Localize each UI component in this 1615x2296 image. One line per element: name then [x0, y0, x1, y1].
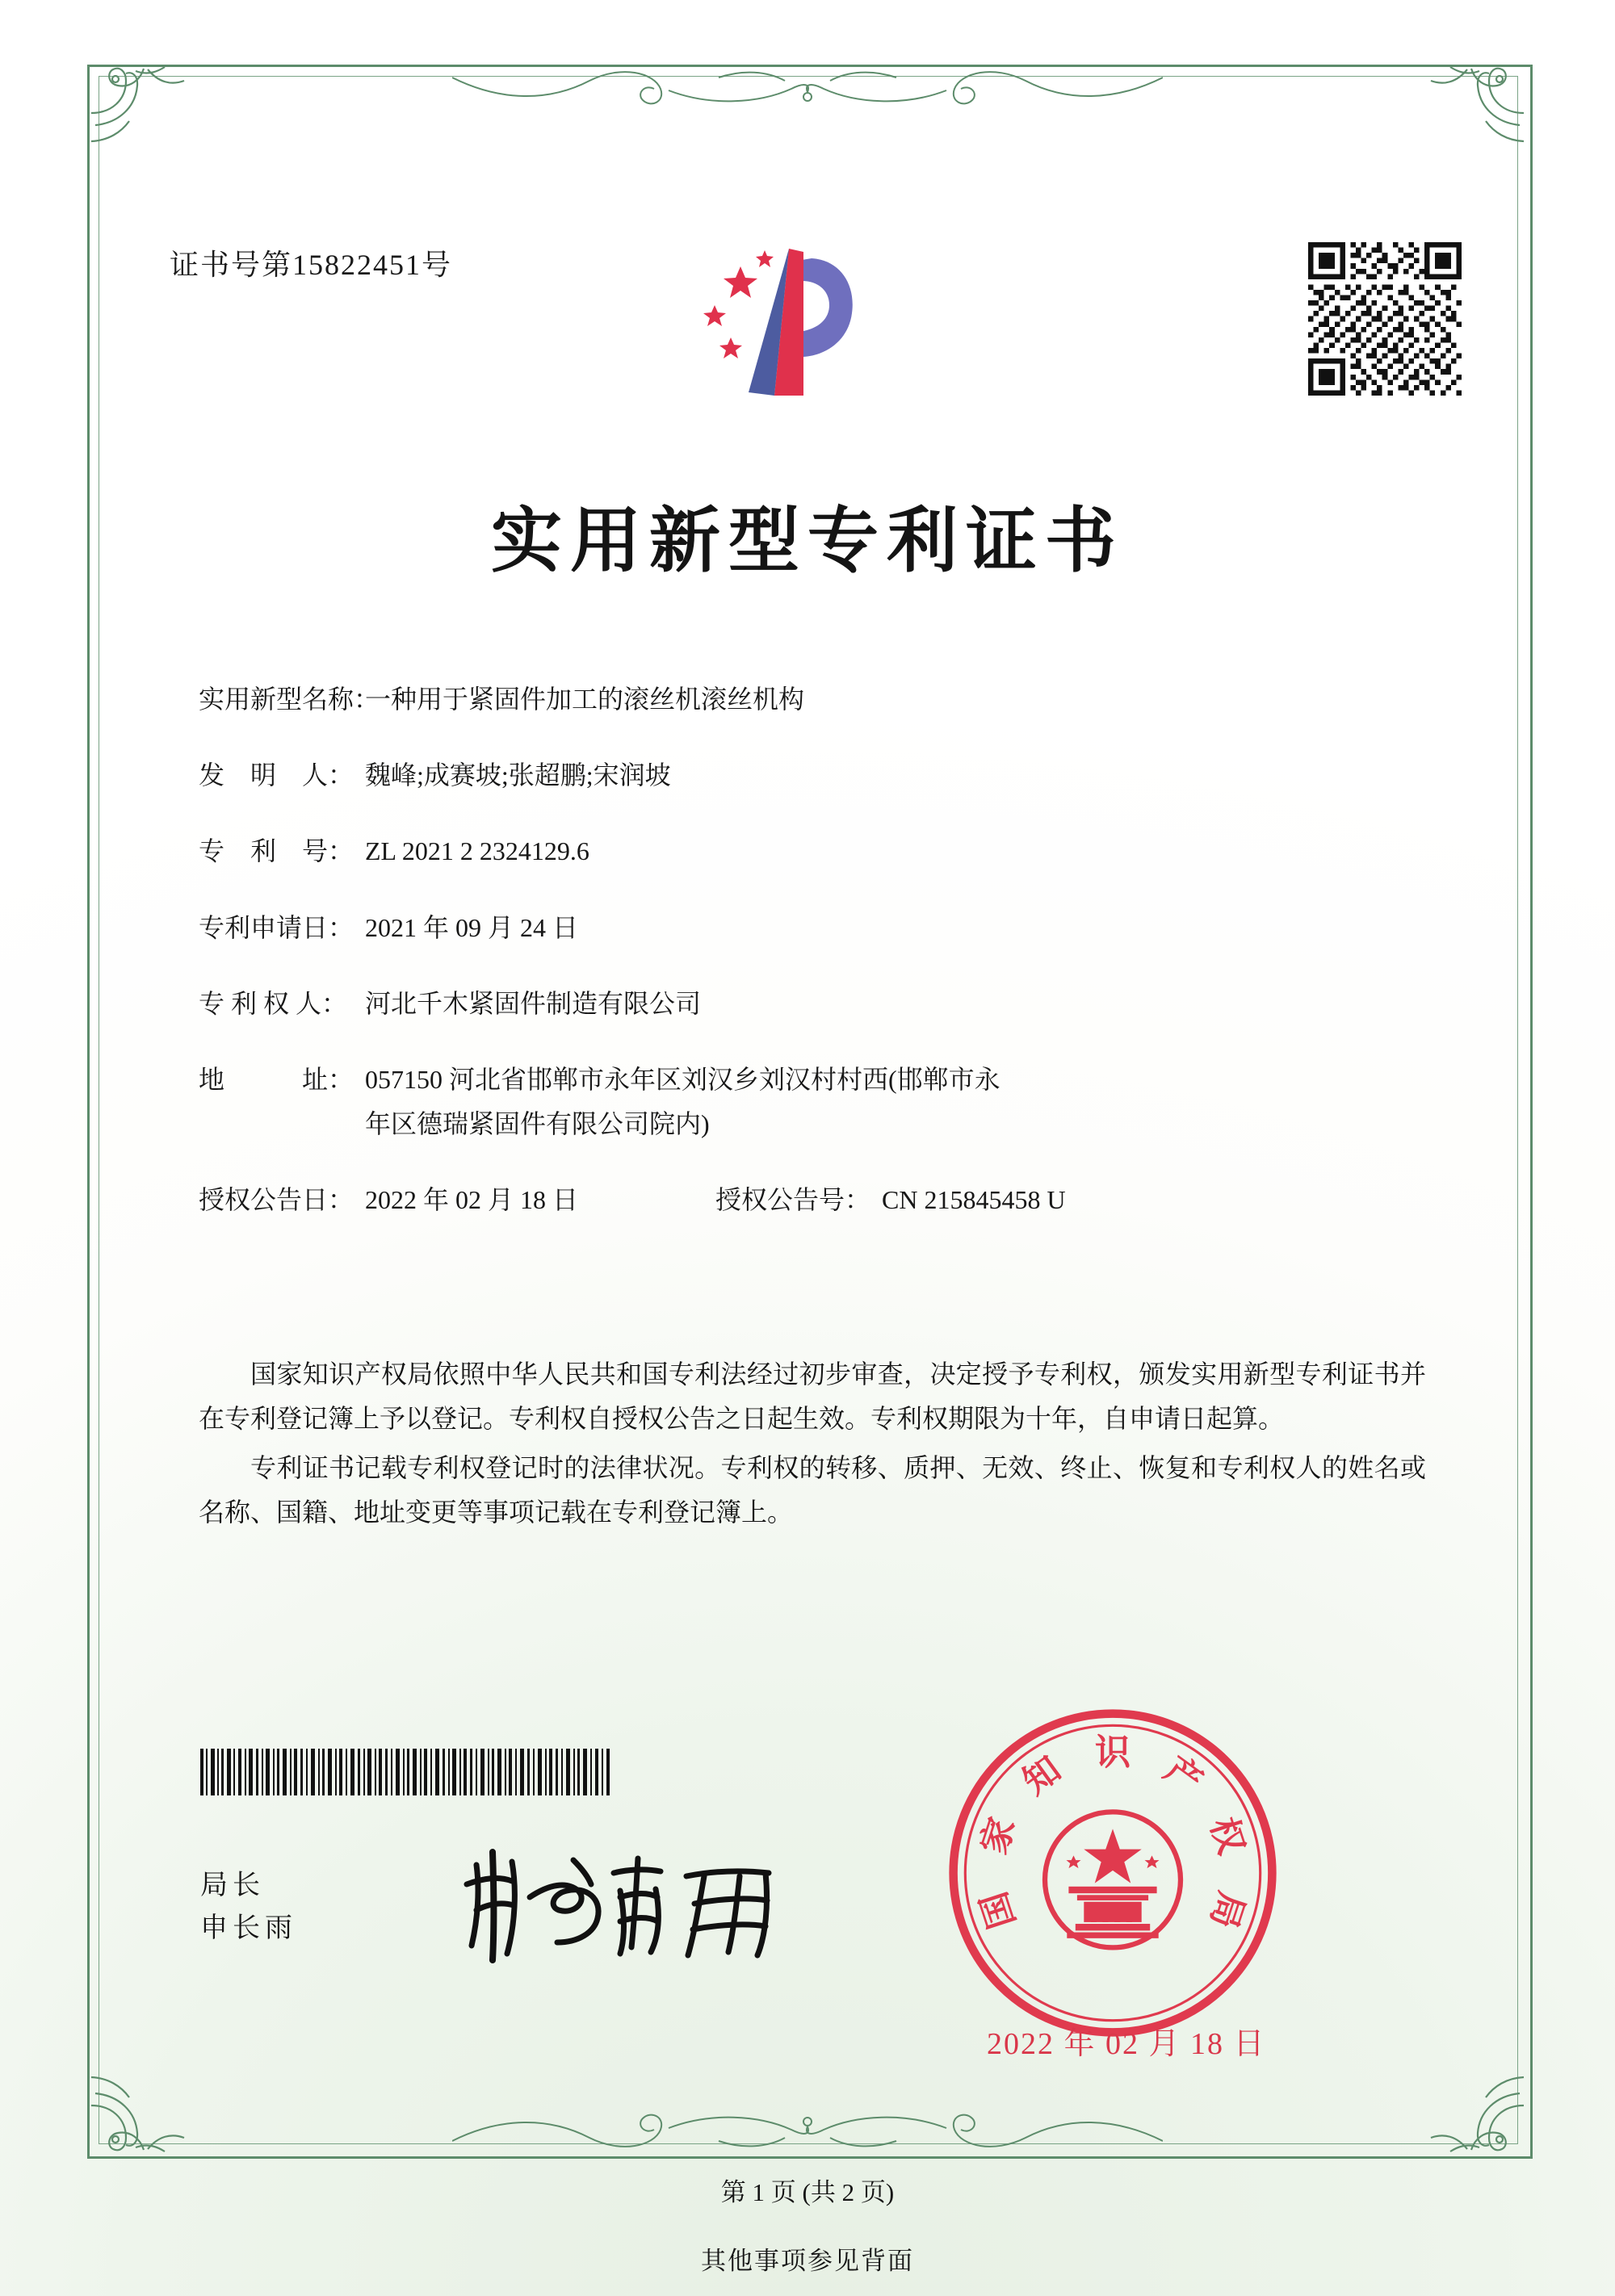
- field-value: 河北千木紧固件制造有限公司: [365, 988, 702, 1018]
- field-value: CN 215845458 U: [882, 1185, 1066, 1215]
- corner-ornament-icon: [1407, 2033, 1528, 2154]
- corner-ornament-icon: [1407, 65, 1528, 186]
- corner-ornament-icon: [87, 65, 208, 186]
- barcode: [200, 1749, 612, 1795]
- svg-text:国: 国: [973, 1887, 1024, 1934]
- field-announcement-date: [199, 1183, 715, 1217]
- field-label: 专 利 号：: [199, 836, 354, 866]
- field-patentee: [199, 987, 1442, 1021]
- handwritten-signature: [452, 1841, 791, 1970]
- legal-paragraph-1: 国家知识产权局依照中华人民共和国专利法经过初步审查，决定授予专利权，颁发实用新型专利证书并在专利登记簿上予以登记。专利权自授权公告之日起生效。专利权期限为十年，自申请日起算。: [199, 1360, 1426, 1434]
- page-title: 实用新型专利证书: [490, 498, 1124, 582]
- back-side-note: 其他事项参见背面: [701, 2247, 914, 2275]
- field-label: 发 明 人：: [199, 760, 354, 790]
- field-patent-number: [199, 834, 1442, 869]
- cnipa-logo-icon: [690, 234, 892, 412]
- field-label: 地 址：: [199, 1064, 354, 1094]
- field-list: [199, 682, 1442, 1251]
- svg-text:产: 产: [1156, 1748, 1210, 1804]
- svg-text:识: 识: [1094, 1732, 1131, 1774]
- field-value-line1: 057150 河北省邯郸市永年区刘汉乡刘汉村村西(邯郸市永: [365, 1064, 1000, 1094]
- field-label: 授权公告日：: [199, 1185, 354, 1215]
- director-name: 申长雨: [200, 1913, 297, 1943]
- svg-text:家: 家: [973, 1812, 1024, 1859]
- field-utility-model-name: [199, 682, 1442, 717]
- field-label: 专利申请日：: [199, 912, 354, 942]
- page-indicator: 第 1 页 (共 2 页): [720, 2178, 895, 2206]
- field-announcement-number: [715, 1183, 1066, 1217]
- svg-text:权: 权: [1202, 1812, 1252, 1859]
- field-value: ZL 2021 2 2324129.6: [365, 836, 589, 866]
- certificate-number: 证书号第15822451号: [170, 249, 453, 281]
- field-value: 一种用于紧固件加工的滚丝机滚丝机构: [365, 685, 805, 714]
- seal-date: 2022 年 02 月 18 日: [987, 2027, 1266, 2061]
- svg-text:局: 局: [1202, 1887, 1252, 1934]
- bottom-edge-ornament-icon: [452, 2097, 1163, 2154]
- corner-ornament-icon: [87, 2033, 208, 2154]
- field-value: 魏峰;成赛坡;张超鹏;宋润坡: [365, 760, 671, 790]
- official-seal: [943, 1703, 1282, 2043]
- field-grant-row: [199, 1183, 1442, 1217]
- field-label: 实用新型名称：: [199, 685, 380, 714]
- field-label: 专 利 权 人：: [199, 988, 348, 1018]
- field-value: 2022 年 02 月 18 日: [365, 1185, 579, 1215]
- field-address: [199, 1062, 1442, 1142]
- signature-block: [200, 1865, 297, 1950]
- legal-paragraph-2: 专利证书记载专利权登记时的法律状况。专利权的转移、质押、无效、终止、恢复和专利权人的姓名或名称、国籍、地址变更等事项记载在专利登记簿上。: [199, 1453, 1426, 1527]
- field-label: 授权公告号：: [715, 1185, 871, 1215]
- top-edge-ornament-icon: [452, 65, 1163, 121]
- field-application-date: [199, 911, 1442, 945]
- qr-code: [1308, 242, 1462, 396]
- legal-text-block: [199, 1352, 1426, 1540]
- director-title: 局长: [200, 1871, 265, 1900]
- svg-text:知: 知: [1015, 1748, 1069, 1804]
- field-value-line2: 年区德瑞紧固件有限公司院内): [365, 1109, 710, 1139]
- field-value: 2021 年 09 月 24 日: [365, 912, 579, 942]
- field-inventors: [199, 758, 1442, 793]
- field-value-wrapper: [365, 1062, 1442, 1142]
